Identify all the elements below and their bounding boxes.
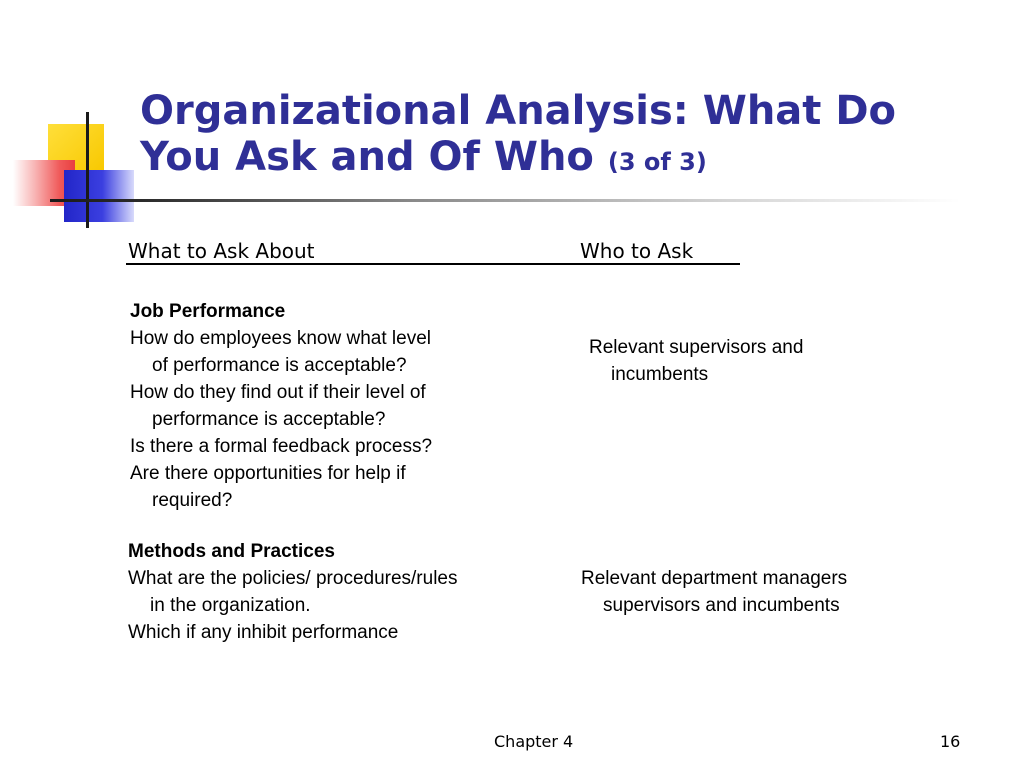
section-job-performance-questions	[130, 298, 432, 514]
question-line: What are the policies/ procedures/rules	[128, 568, 458, 589]
title-suffix: (3 of 3)	[607, 148, 707, 176]
question-line: How do they find out if their level of	[130, 382, 426, 403]
vertical-rule-decoration	[86, 112, 89, 228]
question-line: performance is acceptable?	[152, 409, 386, 430]
title-underline-rule	[50, 199, 960, 202]
section-methods-practices-who	[581, 565, 847, 619]
section-methods-practices-questions	[128, 538, 458, 646]
question-line: Are there opportunities for help if	[130, 463, 406, 484]
footer-chapter: Chapter 4	[494, 732, 574, 751]
blue-square-decoration	[64, 170, 134, 222]
section-heading: Job Performance	[130, 301, 286, 322]
question-line: of performance is acceptable?	[152, 355, 407, 376]
title-line-1: Organizational Analysis: What Do	[140, 88, 897, 134]
footer-page-number: 16	[940, 732, 961, 751]
slide-title	[140, 88, 1000, 185]
who-line: incumbents	[611, 364, 709, 385]
section-job-performance-who	[589, 334, 803, 388]
question-line: How do employees know what level	[130, 328, 431, 349]
header-underline	[126, 263, 740, 265]
title-line-2-text: You Ask and Of Who	[140, 134, 594, 180]
who-line: Relevant supervisors and	[589, 337, 804, 358]
decorative-logo	[0, 0, 160, 240]
who-line: supervisors and incumbents	[603, 595, 840, 616]
question-line: Is there a formal feedback process?	[130, 436, 433, 457]
question-line: required?	[152, 490, 233, 511]
section-heading: Methods and Practices	[128, 541, 335, 562]
question-line: Which if any inhibit performance	[128, 622, 399, 643]
title-line-2	[140, 134, 1000, 185]
column-header-what: What to Ask About	[128, 239, 315, 263]
column-header-who: Who to Ask	[580, 239, 694, 263]
question-line: in the organization.	[150, 595, 311, 616]
who-line: Relevant department managers	[581, 568, 848, 589]
